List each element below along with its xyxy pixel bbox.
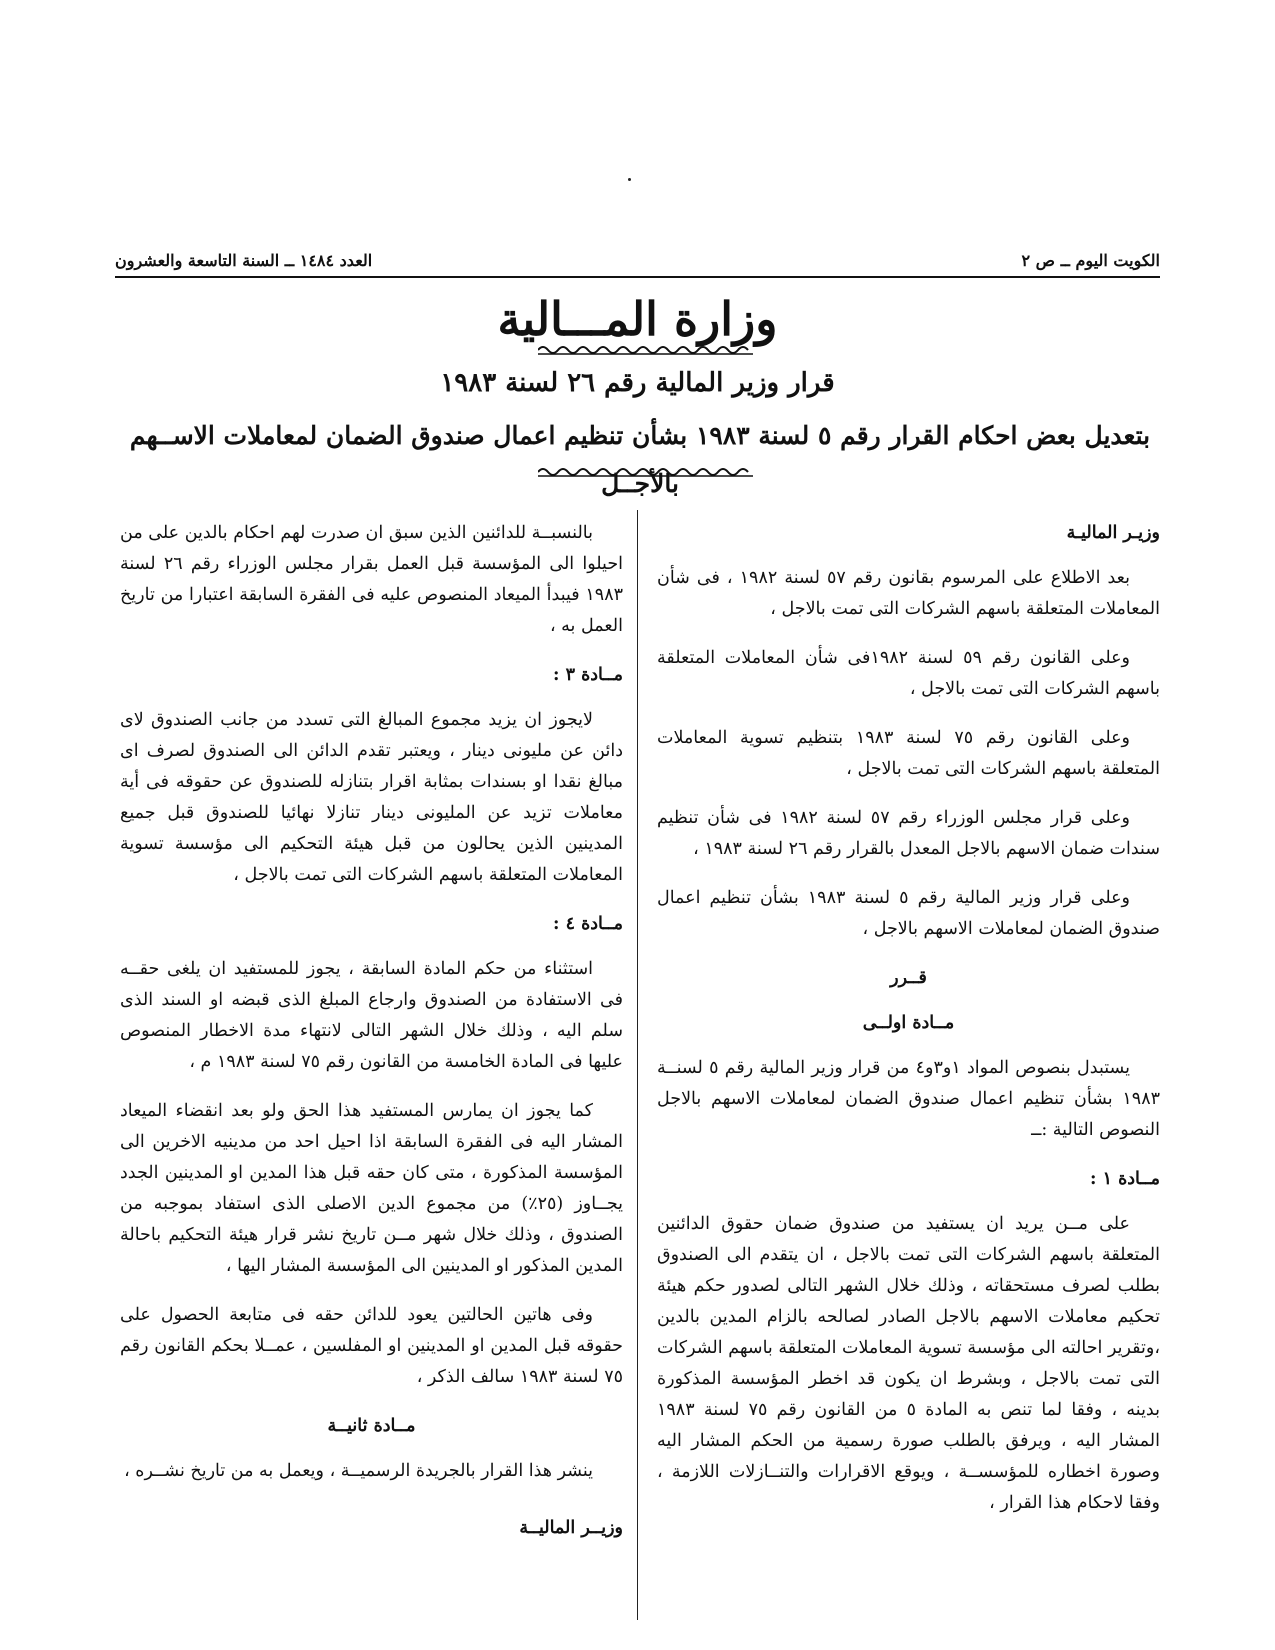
- ornament-divider: [538, 344, 753, 356]
- article-paragraph: على مــن يريد ان يستفيد من صندوق ضمان حقوق الدائنين المتعلقة باسهم الشركات التى تمت بالاجل ، ان يتقدم الى الصندوق بطلب لصرف مستحقاته ، وذلك خلال الشهر التالى لصدور حكم هيئة تحكيم معاملات الاسهم بالاجل الصادر لصالحه بالزام المدين بالدين ،وتقرير احالته الى مؤسسة تسوية المعاملات المتعلقة باسهم الشركات التى تمت بالاجل ، وبشرط ان يكون قد اخطر المؤسسة المذكورة بدينه ، وفقا لما تنص به المادة ٥ من القانون رقم ٧٥ لسنة ١٩٨٣ المشار اليه ، ويرفق بالطلب صورة رسمية من الحكم المشار اليه وصورة اخطاره للمؤسســة ، ويوقع الاقرارات والتنــازلات اللازمة ، وفقا لاحكام هذا القرار ،: [657, 1214, 1160, 1513]
- article-second-heading: مــادة ثانيــة: [327, 1416, 416, 1436]
- preamble-paragraph: وعلى القانون رقم ٧٥ لسنة ١٩٨٣ بتنظيم تسوية المعاملات المتعلقة باسهم الشركات التى تمت بالاجل ،: [657, 728, 1160, 779]
- right-column: [657, 518, 1160, 1537]
- minister-label: وزيـر الماليـة: [1066, 523, 1160, 543]
- preamble-paragraph: وعلى قرار وزير المالية رقم ٥ لسنة ١٩٨٣ بشأن تنظيم اعمال صندوق الضمان لمعاملات الاسهم بالاجل ،: [657, 888, 1160, 939]
- decides-heading: قــرر: [890, 968, 927, 988]
- ministry-title: وزارة المـــالية: [497, 292, 778, 346]
- article-paragraph: وفى هاتين الحالتين يعود للدائن حقه فى متابعة الحصول على حقوقه قبل المدين او المدينين او المفلسين ، عمــلا بحكم القانون رقم ٧٥ لسنة ١٩٨٣ سالف الذكر ،: [120, 1305, 623, 1387]
- article-paragraph: ينشر هذا القرار بالجريدة الرسميــة ، ويعمل به من تاريخ نشــره ،: [124, 1461, 593, 1481]
- article-paragraph: بالنسبــة للدائنين الذين سبق ان صدرت لهم احكام بالدين على من احيلوا الى المؤسسة قبل العمل بقرار مجلس الوزراء رقم ٢٦ لسنة ١٩٨٣ فيبدأ الميعاد المنصوص عليه فى الفقرة السابقة اعتبارا من تاريخ العمل به ،: [120, 523, 624, 636]
- article-4-heading: مــادة ٤ :: [553, 914, 623, 934]
- article-first-heading: مــادة اولــى: [862, 1013, 955, 1033]
- preamble-paragraph: وعلى قرار مجلس الوزراء رقم ٥٧ لسنة ١٩٨٢ فى شأن تنظيم سندات ضمان الاسهم بالاجل المعدل بالقرار رقم ٢٦ لسنة ١٩٨٣ ،: [657, 808, 1160, 859]
- article-paragraph: استثناء من حكم المادة السابقة ، يجوز للمستفيد ان يلغى حقــه فى الاستفادة من الصندوق وارجاع المبلغ الذى قبضه او السند الذى سلم اليه ، وذلك خلال الشهر التالى لانتهاء مدة الاخطار المنصوص عليها فى المادة الخامسة من القانون رقم ٧٥ لسنة ١٩٨٣ م ،: [120, 959, 623, 1072]
- article-1-heading: مــادة ١ :: [1090, 1169, 1160, 1189]
- column-divider: [637, 510, 638, 1620]
- preamble-paragraph: وعلى القانون رقم ٥٩ لسنة ١٩٨٢فى شأن المعاملات المتعلقة باسهم الشركات التى تمت بالاجل ،: [657, 648, 1160, 699]
- article-paragraph: كما يجوز ان يمارس المستفيد هذا الحق ولو بعد انقضاء الميعاد المشار اليه فى الفقرة السابقة اذا احيل احد من مدينيه الاخرين الى المؤسسة المذكورة ، متى كان حقه قبل هذا المدين او المدينين الجدد يجــاوز (٢٥٪) من مجموع الدين الاصلى الذى استفاد بموجبه من الصندوق ، وذلك خلال شهر مــن تاريخ نشر قرار هيئة التحكيم باحالة المدين المذكور او المدينين الى المؤسسة المشار اليها ،: [120, 1101, 623, 1276]
- ornament-divider-2: [538, 466, 753, 478]
- article-paragraph: لايجوز ان يزيد مجموع المبالغ التى تسدد من جانب الصندوق لاى دائن عن مليونى دينار ، ويعتبر تقدم الدائن الى الصندوق لصرف اى مبالغ نقدا او بسندات بمثابة اقرار بتنازله للصندوق عن حقوقه فى أية معاملات تزيد عن المليونى دينار تنازلا نهائيا للصندوق قبل جميع المدينين الذين يحالون من قبل هيئة التحكيم الى مؤسسة تسوية المعاملات المتعلقة باسهم الشركات التى تمت بالاجل ،: [120, 710, 623, 885]
- scan-speck: [628, 178, 631, 181]
- left-column: [120, 518, 623, 1562]
- header-page-info: الكويت اليوم ــ ص ٢: [1021, 251, 1160, 270]
- article-paragraph: يستبدل بنصوص المواد ١و٣و٤ من قرار وزير المالية رقم ٥ لسنــة ١٩٨٣ بشأن تنظيم اعمال صندوق الضمان لمعاملات الاسهم بالاجل النصوص التالية :ــ: [657, 1058, 1160, 1140]
- decision-title: قرار وزير المالية رقم ٢٦ لسنة ١٩٨٣: [440, 368, 835, 398]
- preamble-paragraph: بعد الاطلاع على المرسوم بقانون رقم ٥٧ لسنة ١٩٨٢ ، فى شأن المعاملات المتعلقة باسهم الشركات التى تمت بالاجل ،: [657, 568, 1160, 619]
- decision-subject: بتعديل بعض احكام القرار رقم ٥ لسنة ١٩٨٣ بشأن تنظيم اعمال صندوق الضمان لمعاملات الاســهم بالأجــل: [129, 421, 1151, 498]
- header-rule: [115, 276, 1160, 278]
- header-issue-info: العدد ١٤٨٤ ــ السنة التاسعة والعشرون: [115, 251, 373, 270]
- minister-signature: وزيــر الماليــة: [519, 1518, 623, 1538]
- article-3-heading: مــادة ٣ :: [553, 665, 623, 685]
